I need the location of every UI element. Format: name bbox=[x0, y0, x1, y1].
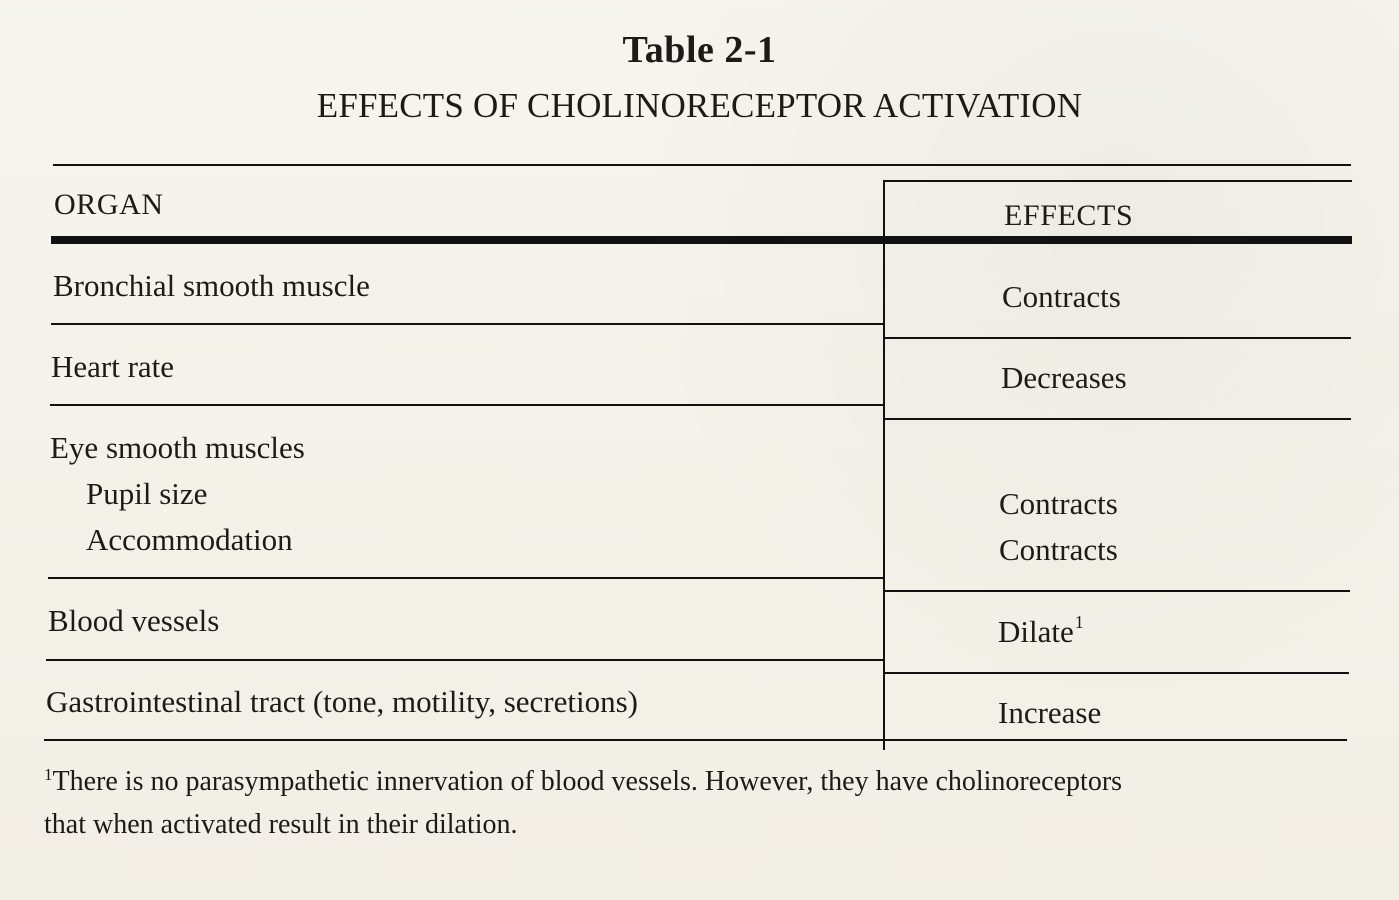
row-divider bbox=[51, 323, 884, 325]
bottom-rule bbox=[44, 739, 1347, 741]
effect-cell: Contracts bbox=[999, 486, 1118, 521]
footnote-text: There is no parasympathetic innervation of blood vessels. However, they have cholinoreceptors bbox=[52, 766, 1123, 797]
footnote-line-2: that when activated result in their dilation. bbox=[44, 809, 518, 840]
row-divider bbox=[884, 590, 1350, 592]
sub-organ-cell: Accommodation bbox=[86, 522, 293, 557]
header-right-top-rule bbox=[884, 180, 1352, 182]
top-rule bbox=[53, 164, 1351, 166]
organ-cell: Eye smooth muscles bbox=[50, 430, 305, 465]
row-divider bbox=[884, 672, 1349, 674]
sub-organ-cell: Pupil size bbox=[86, 476, 208, 511]
effect-cell: Increase bbox=[998, 695, 1102, 730]
effect-cell: Contracts bbox=[999, 532, 1118, 567]
row-divider bbox=[884, 418, 1351, 420]
header-rule bbox=[51, 236, 1352, 244]
table-title: EFFECTS OF CHOLINORECEPTOR ACTIVATION bbox=[316, 86, 1083, 125]
effect-cell: Decreases bbox=[1001, 360, 1127, 395]
table-number: Table 2-1 bbox=[622, 29, 777, 71]
footnote-line-1 bbox=[44, 767, 1122, 798]
row-divider bbox=[50, 404, 884, 406]
effect-cell: Contracts bbox=[1002, 279, 1121, 314]
effect-cell bbox=[998, 612, 1084, 649]
organ-cell: Gastrointestinal tract (tone, motility, secretions) bbox=[46, 684, 638, 719]
column-divider bbox=[883, 180, 885, 750]
row-divider bbox=[884, 337, 1351, 339]
effects-header: EFFECTS bbox=[1004, 199, 1134, 232]
footnote-mark: 1 bbox=[44, 765, 53, 784]
effect-text: Dilate bbox=[998, 614, 1074, 649]
row-divider bbox=[46, 659, 884, 661]
row-divider bbox=[48, 577, 884, 579]
organ-cell: Bronchial smooth muscle bbox=[53, 268, 370, 303]
footnote-marker: 1 bbox=[1074, 612, 1084, 632]
organ-cell: Heart rate bbox=[51, 349, 175, 384]
organ-header: ORGAN bbox=[54, 188, 164, 221]
organ-cell: Blood vessels bbox=[48, 603, 220, 638]
